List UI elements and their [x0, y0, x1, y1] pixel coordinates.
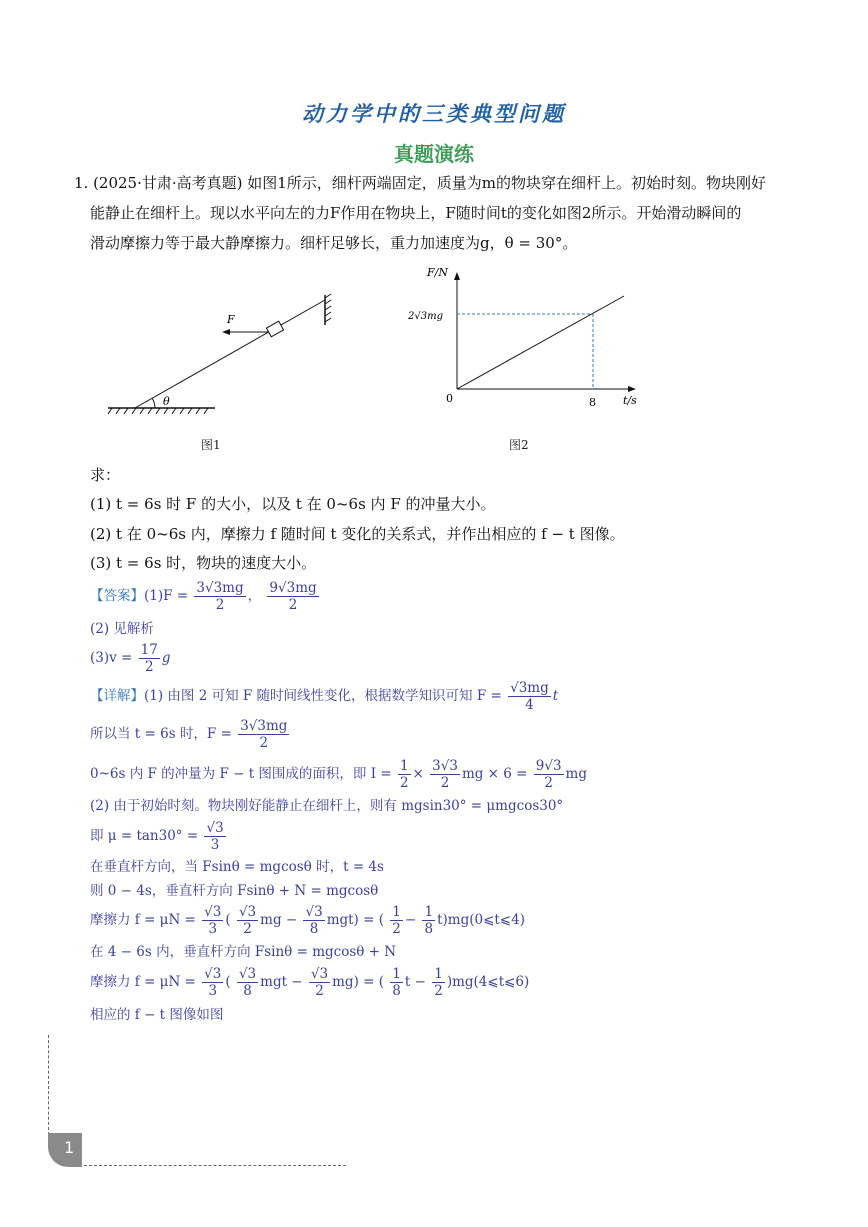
y-axis-label: F/N [427, 266, 448, 279]
fraction: $\frac{√3}{8}$ [238, 966, 257, 999]
solution-line-11: 相应的 f − t 图像如图 [90, 1007, 224, 1023]
solution-line-10: 摩擦力 f = μN = $\frac{√3}{3}$ ( $\frac{√3}{8}$ mgt − $\frac{√3}{2}$ mg) = ( $\frac{1}{8}$ t − $\frac{1}{2}$ )mg(4⩽t⩽6) [90, 966, 530, 999]
solution-line-9: 在 4 − 6s 内，垂直杆方向 Fsinθ = mgcosθ + N [90, 944, 397, 960]
fraction: $\frac{1}{8}$ [392, 966, 401, 999]
question-text [74, 168, 809, 258]
figure2-chart [400, 262, 650, 412]
solution-line-6: 在垂直杆方向，当 Fsinθ = mgcosθ 时，t = 4s [90, 859, 384, 875]
subquestion-1: (1) t = 6s 时 F 的大小，以及 t 在 0~6s 内 F 的冲量大小。 [90, 495, 496, 513]
question-line: 1. (2025·甘肃·高考真题) 如图1所示，细杆两端固定，质量为m的物块穿在细杆上。初始时刻。物块刚好 [74, 174, 767, 192]
solution-line-1: 【详解】(1) 由图 2 可知 F 随时间线性变化，根据数学知识可知 F = $\frac{√3mg}{4}$ t [90, 680, 559, 713]
solution-line-4: (2) 由于初始时刻。物块刚好能静止在细杆上，则有 mgsin30° = μmgcos30° [90, 798, 564, 814]
answer-line-1: 【答案】(1)F = $\frac{3√3mg}{2}$ ， $\frac{9√3mg}{2}$ [90, 580, 317, 613]
fraction: $\frac{√3}{3}$ [204, 966, 222, 999]
angle-label: θ [163, 395, 170, 408]
question-line: 能静止在细杆上。现以水平向左的力F作用在物块上，F随时间t的变化如图2所示。开始滑动瞬间的 [90, 204, 742, 222]
force-label: F [227, 313, 235, 326]
ground-hatch [108, 408, 208, 414]
page-title: 动力学中的三类典型问题 [302, 101, 566, 126]
answer-line-2: (2) 见解析 [90, 621, 154, 637]
page-border-dashed-horizontal [84, 1165, 346, 1166]
angle-arc [152, 398, 155, 408]
x-axis-label: t/s [623, 394, 637, 407]
fraction: $\frac{1}{2}$ [399, 758, 409, 791]
prompt-label: 求： [90, 466, 121, 484]
force-arrowhead [222, 329, 230, 335]
figure1-diagram [100, 290, 340, 420]
answer-tag: 【答案】 [90, 588, 144, 604]
y-axis-arrow [454, 272, 460, 280]
solution-line-2: 所以当 t = 6s 时，F = $\frac{3√3mg}{2}$ [90, 718, 288, 751]
fraction: $\frac{√3}{2}$ [310, 966, 329, 999]
x-axis-arrow [628, 386, 636, 392]
answer-text: (1)F = [144, 588, 189, 604]
fraction: $\frac{1}{2}$ [392, 904, 401, 937]
solution-line-8: 摩擦力 f = μN = $\frac{√3}{3}$ ( $\frac{√3}{2}$ mg − $\frac{√3}{8}$ mgt) = ( $\frac{1}{2}$ − $\frac{1}{8}$ t)mg(0⩽t⩽4) [90, 904, 525, 937]
origin-label: 0 [446, 392, 453, 405]
fraction: $\frac{√3}{8}$ [305, 904, 323, 937]
fraction: $\frac{3√3}{2}$ [432, 758, 458, 791]
fraction: $\frac{1}{8}$ [424, 904, 434, 937]
subquestion-3: (3) t = 6s 时，物块的速度大小。 [90, 554, 317, 572]
fraction: $\frac{3√3mg}{2}$ [196, 580, 244, 613]
solution-line-7: 则 0 − 4s，垂直杆方向 Fsinθ + N = mgcosθ [90, 883, 379, 899]
solution-line-3: 0~6s 内 F 的冲量为 F − t 图围成的面积，即 I = $\frac{1}{2}$ × $\frac{3√3}{2}$ mg × 6 = $\frac{9√3}{2}$ mg [90, 758, 587, 791]
block [266, 321, 283, 337]
fraction: $\frac{√3}{3}$ [206, 820, 224, 853]
fraction: $\frac{3√3mg}{2}$ [240, 718, 288, 751]
question-line: 滑动摩擦力等于最大静摩擦力。细杆足够长，重力加速度为g，θ = 30°。 [90, 234, 578, 252]
fraction: $\frac{√3}{2}$ [238, 904, 257, 937]
figure2-caption: 图2 [509, 438, 529, 452]
fraction: $\frac{√3mg}{4}$ [510, 680, 549, 713]
answer-line-3: (3)v = $\frac{17}{2}$ g [90, 642, 171, 675]
page-border-dashed-vertical [48, 1035, 49, 1135]
wall-hatch [325, 294, 331, 322]
fraction: $\frac{1}{2}$ [434, 966, 443, 999]
x-tick-label: 8 [589, 396, 596, 409]
section-subtitle: 真题演练 [394, 142, 474, 166]
solution-tag: 【详解】 [90, 688, 144, 704]
y-tick-label: 2√3mg [408, 311, 443, 322]
subquestion-2: (2) t 在 0~6s 内，摩擦力 f 随时间 t 变化的关系式，并作出相应的 f − t 图像。 [90, 525, 625, 543]
fraction: $\frac{√3}{3}$ [204, 904, 222, 937]
series-line [457, 296, 624, 389]
fraction: $\frac{9√3mg}{2}$ [269, 580, 317, 613]
fraction: $\frac{17}{2}$ [140, 642, 158, 675]
page-number: 1 [64, 1138, 75, 1157]
fraction: $\frac{9√3}{2}$ [535, 758, 562, 791]
solution-line-5: 即 μ = tan30° = $\frac{√3}{3}$ [90, 820, 224, 853]
figure1-caption: 图1 [201, 438, 221, 452]
